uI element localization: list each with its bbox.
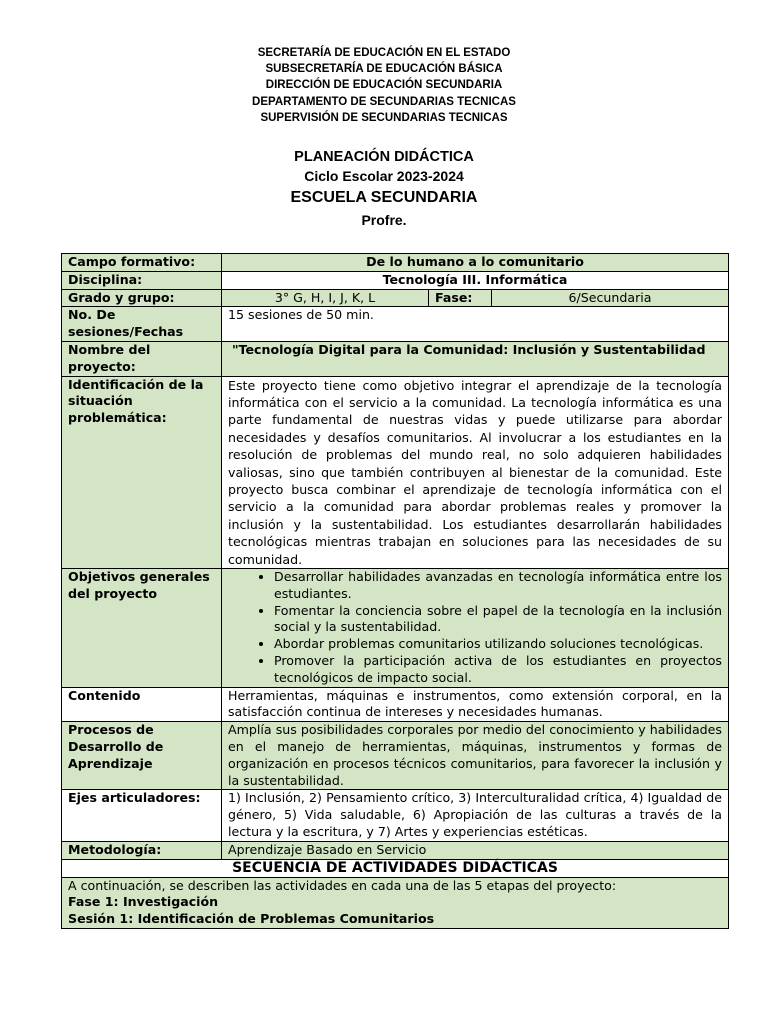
planning-table xyxy=(61,253,729,929)
list-item: • Abordar problemas comunitarios utilizando soluciones tecnológicas. xyxy=(274,636,722,653)
fase-label: Fase: xyxy=(429,289,492,307)
row-proyecto xyxy=(62,341,729,376)
fase-heading: Fase 1: Investigación xyxy=(68,894,219,910)
disciplina-label: Disciplina: xyxy=(62,271,222,289)
sesiones-label: No. De sesiones/Fechas xyxy=(62,307,222,342)
contenido-value: Herramientas, máquinas e instrumentos, como extensión corporal, en la satisfacción continua de intereses y necesidades humanas. xyxy=(222,687,729,722)
institution-line: DEPARTAMENTO DE SECUNDARIAS TECNICAS xyxy=(252,95,516,108)
row-grado xyxy=(62,289,729,307)
list-item: • Fomentar la conciencia sobre el papel de la tecnología en la inclusión social y la sustentabilidad. xyxy=(274,603,722,637)
ejes-value: 1) Inclusión, 2) Pensamiento crítico, 3) Interculturalidad crítica, 4) Igualdad de género, 5) Vida saludable, 6) Apropiación de las culturas a través de la lectura y la escritura, y 7) Artes y experiencias estéticas. xyxy=(222,790,729,841)
objetivos-label: Objetivos generales del proyecto xyxy=(62,569,222,688)
school-name: ESCUELA SECUNDARIA xyxy=(290,189,478,206)
document-titles xyxy=(0,148,768,230)
row-pda xyxy=(62,722,729,790)
row-campo xyxy=(62,254,729,272)
proyecto-value: "Tecnología Digital para la Comunidad: Inclusión y Sustentabilidad xyxy=(222,341,729,376)
institution-line: SECRETARÍA DE EDUCACIÓN EN EL ESTADO xyxy=(257,47,511,59)
objetivos-list xyxy=(228,569,722,687)
row-sesiones xyxy=(62,307,729,342)
objetivos-cell xyxy=(222,569,729,688)
fase-value: 6/Secundaria xyxy=(492,289,729,307)
contenido-label: Contenido xyxy=(62,687,222,722)
institution-header xyxy=(0,45,768,126)
sesiones-value: 15 sesiones de 50 min. xyxy=(222,307,729,342)
disciplina-value: Tecnología III. Informática xyxy=(222,271,729,289)
row-ejes xyxy=(62,790,729,841)
campo-label: Campo formativo: xyxy=(62,254,222,272)
secuencia-intro: A continuación, se describen las actividades en cada una de las 5 etapas del proyecto: xyxy=(68,877,617,893)
grado-value: 3° G, H, I, J, K, L xyxy=(222,289,429,307)
situacion-value: Este proyecto tiene como objetivo integrar el aprendizaje de la tecnología informática con el servicio a la comunidad. La tecnología informática es una parte fundamental de nuestras vidas y puede utilizarse para abordar necesidades y desafíos comunitarios. Al involucrar a los estudiantes en la resolución de problemas del mundo real, no solo adquieren habilidades valiosas, sino que también contribuyen al bienestar de la comunidad. Este proyecto busca combinar el aprendizaje de tecnología informática con el servicio a la comunidad para abordar problemas reales y promover la inclusión y la sustentabilidad. Los estudiantes desarrollarán habilidades tecnológicas mientras trabajan en soluciones para las necesidades de su comunidad. xyxy=(222,376,729,568)
ejes-label: Ejes articuladores: xyxy=(62,790,222,841)
secuencia-body xyxy=(62,877,729,929)
metodologia-value: Aprendizaje Basado en Servicio xyxy=(222,841,729,859)
row-objetivos xyxy=(62,569,729,688)
row-disciplina xyxy=(62,271,729,289)
row-secuencia-body xyxy=(62,877,729,929)
teacher-name: Profre. xyxy=(361,212,407,228)
secuencia-title: SECUENCIA DE ACTIVIDADES DIDÁCTICAS xyxy=(62,859,729,877)
pda-value: Amplía sus posibilidades corporales por medio del conocimiento y habilidades en el manejo de herramientas, máquinas, instrumentos y formas de organización en procesos técnicos comunitarios, para favorecer la inclusión y la sustentabilidad. xyxy=(222,722,729,790)
row-metodologia xyxy=(62,841,729,859)
campo-value: De lo humano a lo comunitario xyxy=(222,254,729,272)
school-cycle: Ciclo Escolar 2023-2024 xyxy=(304,168,464,184)
pda-label: Procesos de Desarrollo de Aprendizaje xyxy=(62,722,222,790)
institution-line: DIRECCIÓN DE EDUCACIÓN SECUNDARIA xyxy=(265,79,503,92)
institution-line: SUBSECRETARÍA DE EDUCACIÓN BÁSICA xyxy=(265,63,503,76)
row-situacion xyxy=(62,376,729,568)
metodologia-label: Metodología: xyxy=(62,841,222,859)
sesion-heading: Sesión 1: Identificación de Problemas Comunitarios xyxy=(68,910,435,926)
row-contenido xyxy=(62,687,729,722)
proyecto-label: Nombre del proyecto: xyxy=(62,341,222,376)
row-secuencia-title xyxy=(62,859,729,877)
institution-line: SUPERVISIÓN DE SECUNDARIAS TECNICAS xyxy=(260,111,508,124)
grado-label: Grado y grupo: xyxy=(62,289,222,307)
document-title: PLANEACIÓN DIDÁCTICA xyxy=(294,149,474,165)
situacion-label: Identificación de la situación problemática: xyxy=(62,376,222,568)
list-item: • Promover la participación activa de los estudiantes en proyectos tecnológicos de impacto social. xyxy=(274,653,722,687)
list-item: • Desarrollar habilidades avanzadas en tecnología informática entre los estudiantes. xyxy=(274,569,722,603)
